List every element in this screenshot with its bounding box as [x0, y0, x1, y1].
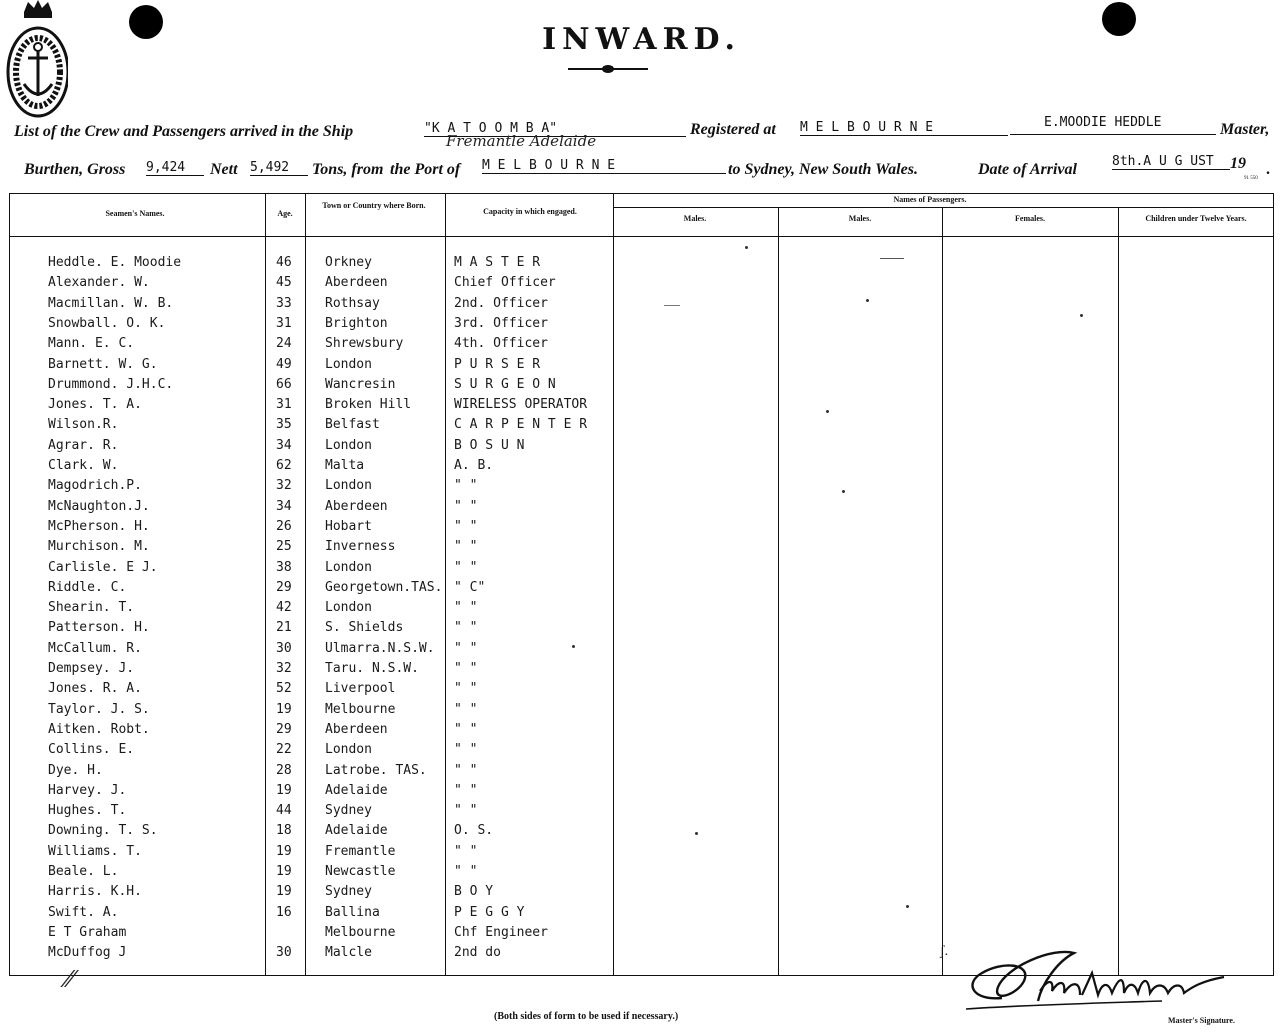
tick-mark: ⁄⁄ [66, 968, 74, 993]
crew-name: Snowball. O. K. [48, 315, 166, 331]
crew-birthplace: Melbourne [325, 924, 396, 940]
crew-name: Mann. E. C. [48, 336, 135, 352]
crew-capacity: B O S U N [454, 437, 525, 453]
table-row [0, 681, 1283, 701]
table-row [0, 844, 1283, 864]
crew-age: 19 [276, 864, 292, 879]
crew-name: Magodrich.P. [48, 478, 142, 494]
table-row [0, 905, 1283, 925]
crew-name: Jones. R. A. [48, 681, 142, 697]
crew-age: 35 [276, 417, 292, 433]
crew-birthplace: London [325, 600, 372, 616]
table-row [0, 925, 1283, 945]
crew-name: Patterson. H. [48, 620, 150, 636]
crew-age: 19 [276, 884, 292, 900]
crew-name: McDuffog J [48, 945, 127, 961]
col-header-age: Age. [277, 209, 293, 218]
crew-birthplace: Aberdeen [325, 721, 388, 737]
burthen-label: Burthen, Gross [24, 161, 126, 178]
table-row [0, 438, 1283, 458]
crew-capacity: 3rd. Officer [454, 315, 548, 331]
crew-age: 16 [276, 904, 292, 920]
crew-age: 18 [276, 823, 292, 839]
table-row [0, 357, 1283, 377]
table-row [0, 397, 1283, 417]
crew-name: Agrar. R. [48, 437, 119, 453]
crew-age: 45 [276, 275, 292, 291]
col-header-name: Seamen's Names. [105, 209, 165, 218]
header-period: . [1266, 161, 1270, 178]
crew-birthplace: Taru. N.S.W. [325, 661, 419, 676]
arrival-date: 8th.A U G UST [1112, 154, 1230, 170]
crew-name: Williams. T. [48, 843, 142, 859]
crew-birthplace: Fremantle [325, 843, 396, 859]
crew-birthplace: Aberdeen [325, 275, 388, 291]
crew-birthplace: London [325, 356, 372, 372]
col-header-children: Children under Twelve Years. [1145, 214, 1247, 223]
crew-age: 34 [276, 498, 292, 514]
crew-age: 29 [276, 721, 292, 737]
ink-speck [866, 299, 869, 302]
crew-capacity: " " [454, 782, 478, 798]
crew-name: Jones. T. A. [48, 397, 142, 413]
crew-name: McCallum. R. [48, 640, 142, 656]
table-row [0, 620, 1283, 640]
crew-age: 44 [276, 803, 292, 819]
crew-age: 52 [276, 681, 292, 697]
ink-speck [826, 410, 829, 413]
header-line1-prefix: List of the Crew and Passengers arrived in the Ship [14, 123, 354, 140]
table-row [0, 417, 1283, 437]
crew-name: E T Graham [48, 924, 127, 940]
crew-birthplace: Hobart [325, 518, 372, 534]
table-row [0, 519, 1283, 539]
crew-name: Harvey. J. [48, 782, 127, 798]
crew-birthplace: Adelaide [325, 782, 388, 798]
pencil-mark [880, 258, 904, 259]
crew-birthplace: Sydney [325, 803, 372, 819]
crew-name: Beale. L. [48, 864, 119, 879]
crew-name: Macmillan. W. B. [48, 295, 174, 311]
table-row [0, 803, 1283, 823]
crew-capacity: B O Y [454, 884, 494, 900]
col-header-males-1: Males. [683, 214, 707, 223]
crew-age: 33 [276, 295, 292, 311]
crew-birthplace: Aberdeen [325, 498, 388, 514]
crew-age: 42 [276, 600, 292, 616]
crew-birthplace: S. Shields [325, 620, 404, 636]
crew-age: 62 [276, 458, 292, 473]
crew-capacity: " " [454, 559, 478, 575]
crew-name: Barnett. W. G. [48, 356, 158, 372]
crew-age: 19 [276, 843, 292, 859]
handwritten-via-ports: Fremantle Adelaide [446, 132, 597, 150]
table-row [0, 742, 1283, 762]
crew-name: Dempsey. J. [48, 661, 135, 676]
crew-capacity: 4th. Officer [454, 336, 548, 352]
ink-speck [572, 645, 575, 648]
crew-age: 31 [276, 315, 292, 331]
table-row [0, 600, 1283, 620]
table-row [0, 823, 1283, 843]
crew-capacity: 2nd do [454, 945, 501, 961]
table-row [0, 275, 1283, 295]
crew-birthplace: Adelaide [325, 823, 388, 839]
from-port: M E L B O U R N E [482, 158, 726, 174]
crew-capacity: " " [454, 742, 478, 758]
crew-age: 25 [276, 539, 292, 555]
col-header-passengers: Names of Passengers. [893, 195, 967, 204]
crew-capacity: WIRELESS OPERATOR [454, 397, 588, 413]
col-header-males-2: Males. [848, 214, 872, 223]
table-row [0, 763, 1283, 783]
crew-name: Harris. K.H. [48, 884, 142, 900]
crew-name: Carlisle. E J. [48, 559, 158, 575]
crew-capacity: " " [454, 681, 478, 697]
crew-capacity: " " [454, 864, 478, 879]
crew-name: McNaughton.J. [48, 498, 150, 514]
crew-age: 46 [276, 255, 292, 270]
crew-name: Downing. T. S. [48, 823, 158, 839]
master-signature-label: Master's Signature. [1168, 1016, 1235, 1025]
crew-birthplace: Inverness [325, 539, 396, 555]
crew-name: Murchison. M. [48, 539, 150, 555]
crew-birthplace: Latrobe. TAS. [325, 762, 427, 778]
crew-capacity: A. B. [454, 458, 494, 473]
table-row [0, 296, 1283, 316]
crew-birthplace: Malta [325, 458, 365, 473]
crew-capacity: " " [454, 640, 478, 656]
crew-age: 21 [276, 620, 292, 636]
crew-capacity: Chief Officer [454, 275, 556, 291]
crew-name: Taylor. J. S. [48, 701, 150, 717]
crew-capacity: " " [454, 498, 478, 514]
crew-birthplace: London [325, 437, 372, 453]
crew-birthplace: Orkney [325, 255, 372, 270]
crew-name: Drummond. J.H.C. [48, 376, 174, 392]
crew-birthplace: Ulmarra.N.S.W. [325, 640, 435, 656]
crew-birthplace: Newcastle [325, 864, 396, 879]
registered-port: M E L B O U R N E [800, 120, 1008, 136]
table-row [0, 864, 1283, 884]
crew-birthplace: Ballina [325, 904, 380, 920]
crew-birthplace: Sydney [325, 884, 372, 900]
crew-name: Collins. E. [48, 742, 135, 758]
footer-note: (Both sides of form to be used if necessary.) [494, 1011, 679, 1022]
crew-capacity: 2nd. Officer [454, 295, 548, 311]
col-header-females: Females. [1015, 214, 1045, 223]
crew-capacity: C A R P E N T E R [454, 417, 588, 433]
crew-age: 28 [276, 762, 292, 778]
crew-age: 32 [276, 661, 292, 676]
crew-capacity: " C" [454, 579, 486, 595]
table-row [0, 641, 1283, 661]
crew-capacity: " " [454, 762, 478, 778]
table-row [0, 661, 1283, 681]
crew-name: Dye. H. [48, 762, 103, 778]
arrival-label: Date of Arrival [978, 161, 1077, 178]
tons-from-label: Tons, from [312, 161, 384, 178]
crew-capacity: " " [454, 843, 478, 859]
table-row [0, 580, 1283, 600]
crew-age: 66 [276, 376, 292, 392]
crew-name: Wilson.R. [48, 417, 119, 433]
crew-age: 30 [276, 945, 292, 961]
crew-age: 22 [276, 742, 292, 758]
table-row [0, 336, 1283, 356]
crew-capacity: " " [454, 478, 478, 494]
table-row [0, 499, 1283, 519]
ink-speck [745, 246, 748, 249]
master-signature [962, 943, 1232, 1018]
crew-name: McPherson. H. [48, 518, 150, 534]
crew-capacity: " " [454, 803, 478, 819]
page-title: INWARD. [542, 22, 741, 57]
crew-birthplace: Wancresin [325, 376, 396, 392]
crew-age: 24 [276, 336, 292, 352]
master-label: Master, [1220, 121, 1270, 138]
crew-capacity: " " [454, 600, 478, 616]
table-row [0, 702, 1283, 722]
ink-speck [1080, 314, 1083, 317]
table-row [0, 884, 1283, 904]
crew-capacity: " " [454, 620, 478, 636]
crew-birthplace: Georgetown.TAS. [325, 579, 443, 595]
nett-tonnage: 5,492 [250, 160, 308, 176]
table-row [0, 377, 1283, 397]
ink-speck [842, 490, 845, 493]
crew-age: 38 [276, 559, 292, 575]
ship-name: "K A T O O M B A" [424, 121, 686, 137]
crew-capacity: " " [454, 661, 478, 676]
col-header-capacity: Capacity in which engaged. [483, 207, 577, 216]
crew-birthplace: London [325, 478, 372, 494]
crew-birthplace: Malcle [325, 945, 372, 961]
crew-name: Heddle. E. Moodie [48, 255, 182, 270]
stray-mark: ʃ. [940, 944, 949, 959]
crew-capacity: M A S T E R [454, 255, 541, 270]
crew-capacity: " " [454, 539, 478, 555]
crew-name: Shearin. T. [48, 600, 135, 616]
crew-birthplace: Rothsay [325, 295, 380, 311]
table-row [0, 560, 1283, 580]
pencil-mark [664, 305, 680, 306]
port-of-label: the Port of [390, 161, 461, 178]
crew-name: Clark. W. [48, 458, 119, 473]
crew-birthplace: London [325, 742, 372, 758]
table-row [0, 783, 1283, 803]
crew-age: 49 [276, 356, 292, 372]
ink-speck [695, 832, 698, 835]
arrival-year: 19 [1230, 155, 1246, 172]
crew-birthplace: Melbourne [325, 701, 396, 717]
form-number: 91 550 [1244, 176, 1258, 181]
crew-capacity: S U R G E O N [454, 376, 556, 392]
crew-name: Alexander. W. [48, 275, 150, 291]
crew-age: 26 [276, 518, 292, 534]
crew-capacity: P U R S E R [454, 356, 541, 372]
crew-birthplace: London [325, 559, 372, 575]
crew-name: Aitken. Robt. [48, 721, 150, 737]
crew-capacity: P E G G Y [454, 904, 525, 920]
crew-age: 31 [276, 397, 292, 413]
crew-age: 19 [276, 782, 292, 798]
crew-age: 32 [276, 478, 292, 494]
table-row [0, 255, 1283, 275]
crew-birthplace: Brighton [325, 315, 388, 331]
ink-speck [906, 905, 909, 908]
crew-name: Hughes. T. [48, 803, 127, 819]
table-row [0, 722, 1283, 742]
table-row [0, 458, 1283, 478]
table-row [0, 478, 1283, 498]
crew-capacity: " " [454, 518, 478, 534]
crew-name: Swift. A. [48, 904, 119, 920]
table-row [0, 539, 1283, 559]
crew-capacity: " " [454, 721, 478, 737]
crew-capacity: " " [454, 701, 478, 717]
crew-birthplace: Belfast [325, 417, 380, 433]
crew-birthplace: Liverpool [325, 681, 396, 697]
nett-label: Nett [210, 161, 238, 178]
registered-label: Registered at [690, 121, 776, 138]
master-name: E.MOODIE HEDDLE [1044, 115, 1162, 130]
crew-birthplace: Broken Hill [325, 397, 412, 413]
crew-birthplace: Shrewsbury [325, 336, 404, 352]
crew-age: 30 [276, 640, 292, 656]
crew-age: 29 [276, 579, 292, 595]
to-sydney-label: to Sydney, New South Wales. [728, 161, 918, 178]
crew-capacity: O. S. [454, 823, 494, 839]
crew-age: 34 [276, 437, 292, 453]
crew-capacity: Chf Engineer [454, 924, 548, 940]
col-header-town: Town or Country where Born. [322, 201, 426, 210]
gross-tonnage: 9,424 [146, 160, 204, 176]
crew-name: Riddle. C. [48, 579, 127, 595]
crew-age: 19 [276, 701, 292, 717]
table-row [0, 316, 1283, 336]
